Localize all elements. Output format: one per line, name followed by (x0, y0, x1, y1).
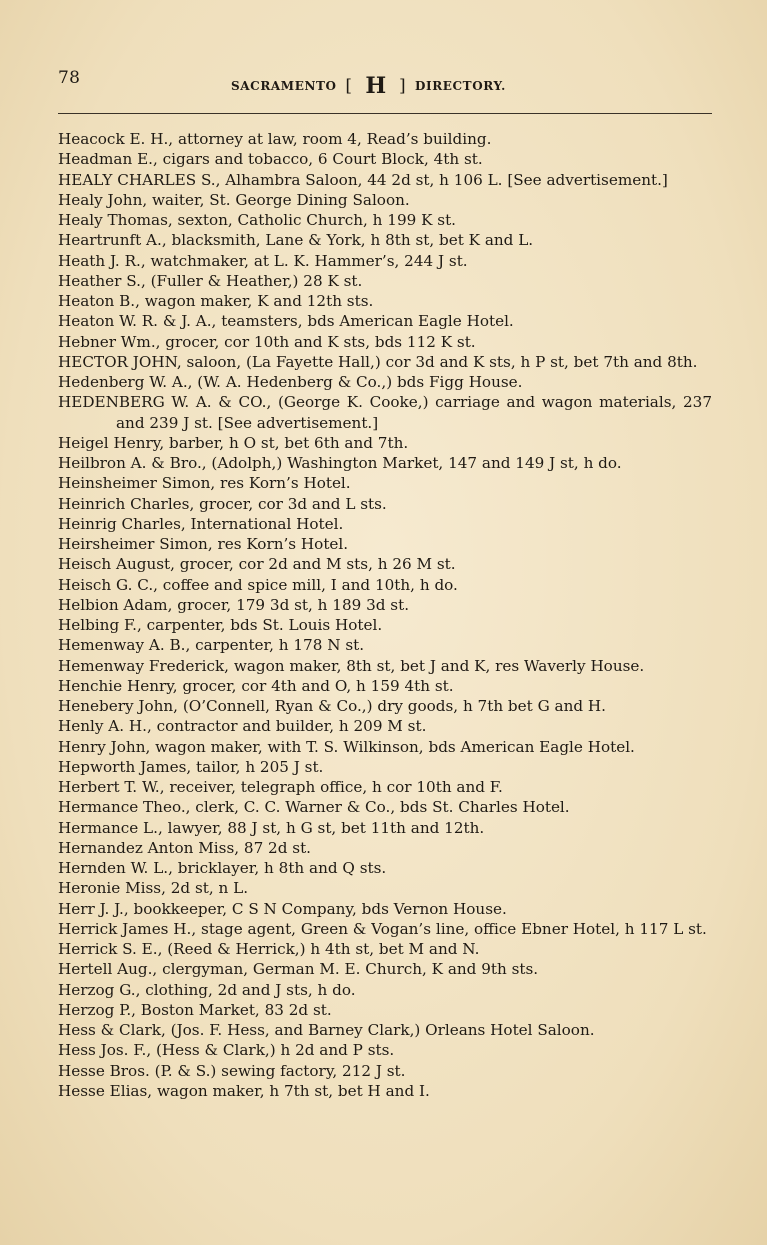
directory-entry: Heacock E. H., attorney at law, room 4, Read’s building. (58, 130, 492, 148)
directory-entry: Hertell Aug., clergyman, German M. E. Church, K and 9th sts. (58, 960, 539, 979)
directory-entry: Hernden W. L., bricklayer, h 8th and Q sts. (58, 859, 387, 877)
directory-entry: Hebner Wm., grocer, cor 10th and K sts, bds 112 K st. (58, 332, 476, 351)
directory-entry: Henry John, wagon maker, with T. S. Wilkinson, bds American Eagle Hotel. (58, 737, 635, 756)
directory-entry: Heigel Henry, barber, h O st, bet 6th and 7th. (58, 433, 409, 452)
directory-entry: HEALY CHARLES S., Alhambra Saloon, 44 2d st, h 106 L. [See advertisement.] (58, 170, 668, 189)
directory-entry: Healy Thomas, sexton, Catholic Church, h 199 K st. (58, 211, 457, 229)
directory-entry: Herrick James H., stage agent, Green & Vogan’s line, office Ebner Hotel, h 117 L st. (58, 919, 707, 938)
directory-entry: Hess Jos. F., (Hess & Clark,) h 2d and P sts. (58, 1041, 395, 1060)
directory-entry: Hesse Elias, wagon maker, h 7th st, bet H and I. (58, 1081, 430, 1100)
header-rule (58, 113, 712, 114)
directory-entry: Hemenway Frederick, wagon maker, 8th st, bet J and K, res Waverly House. (58, 656, 645, 675)
directory-entry: Heronie Miss, 2d st, n L. (58, 879, 249, 898)
running-head-title: DIRECTORY. (414, 79, 506, 93)
directory-entry: Healy John, waiter, St. George Dining Saloon. (58, 190, 410, 209)
directory-entry: Herzog P., Boston Market, 83 2d st. (58, 1000, 332, 1019)
directory-entry: Heather S., (Fuller & Heather,) 28 K st. (58, 271, 363, 290)
directory-entry: Hermance L., lawyer, 88 J st, h G st, bet 11th and 12th. (58, 818, 485, 837)
running-head-letter: H (365, 73, 387, 99)
directory-entry: HECTOR JOHN, saloon, (La Fayette Hall,) cor 3d and K sts, h P st, bet 7th and 8th. (58, 352, 698, 371)
directory-entry: Hermance Theo., clerk, C. C. Warner & Co., bds St. Charles Hotel. (58, 798, 570, 817)
directory-entry: Helbing F., carpenter, bds St. Louis Hotel. (58, 616, 383, 634)
running-head (231, 70, 506, 99)
directory-entry: Heartrunft A., blacksmith, Lane & York, h 8th st, bet K and L. (58, 231, 534, 250)
directory-entry: Hemenway A. B., carpenter, h 178 N st. (58, 636, 365, 655)
directory-entry: Hess & Clark, (Jos. F. Hess, and Barney Clark,) Orleans Hotel Saloon. (58, 1021, 595, 1039)
directory-entry: Henebery John, (O’Connell, Ryan & Co.,) dry goods, h 7th bet G and H. (58, 697, 606, 715)
directory-entry: Herr J. J., bookkeeper, C S N Company, bds Vernon House. (58, 899, 507, 918)
running-head-bracket-close: ] (398, 76, 407, 96)
directory-entry: Heinsheimer Simon, res Korn’s Hotel. (58, 474, 351, 493)
directory-entry: Helbion Adam, grocer, 179 3d st, h 189 3d st. (58, 595, 410, 614)
directory-entry: Herzog G., clothing, 2d and J sts, h do. (58, 980, 356, 999)
directory-entry: Hesse Bros. (P. & S.) sewing factory, 212 J st. (58, 1061, 406, 1080)
directory-entry: Heaton B., wagon maker, K and 12th sts. (58, 292, 374, 310)
directory-entry: HEDENBERG W. A. & CO., (George K. Cooke,) carriage and wagon materials, 237 and 239 J st. [See advertisement.] (58, 393, 712, 432)
page-header (58, 68, 712, 99)
directory-entry: Hedenberg W. A., (W. A. Hedenberg & Co.,) bds Figg House. (58, 373, 523, 391)
directory-entry: Heisch G. C., coffee and spice mill, I and 10th, h do. (58, 575, 458, 594)
directory-entry: Headman E., cigars and tobacco, 6 Court Block, 4th st. (58, 150, 483, 169)
directory-entry: Herrick S. E., (Reed & Herrick,) h 4th st, bet M and N. (58, 940, 480, 958)
directory-entry: Henchie Henry, grocer, cor 4th and O, h 159 4th st. (58, 676, 454, 695)
directory-entry: Heirsheimer Simon, res Korn’s Hotel. (58, 535, 349, 553)
directory-entry: Hepworth James, tailor, h 205 J st. (58, 757, 324, 776)
directory-entry: Herbert T. W., receiver, telegraph office, h cor 10th and F. (58, 778, 503, 796)
directory-entry: Heilbron A. & Bro., (Adolph,) Washington Market, 147 and 149 J st, h do. (58, 454, 622, 472)
running-head-bracket-open: [ (345, 76, 353, 96)
directory-entries (58, 129, 712, 1101)
directory-entry: Heisch August, grocer, cor 2d and M sts, h 26 M st. (58, 555, 456, 574)
running-head-city: SACRAMENTO (231, 79, 337, 93)
directory-entry: Heinrich Charles, grocer, cor 3d and L sts. (58, 494, 387, 513)
directory-entry: Henly A. H., contractor and builder, h 209 M st. (58, 717, 427, 736)
directory-entry: Heaton W. R. & J. A., teamsters, bds American Eagle Hotel. (58, 312, 514, 331)
directory-entry: Heath J. R., watchmaker, at L. K. Hammer’s, 244 J st. (58, 251, 468, 270)
directory-entry: Heinrig Charles, International Hotel. (58, 514, 344, 533)
page-number: 78 (58, 68, 81, 88)
directory-entry: Hernandez Anton Miss, 87 2d st. (58, 838, 311, 857)
